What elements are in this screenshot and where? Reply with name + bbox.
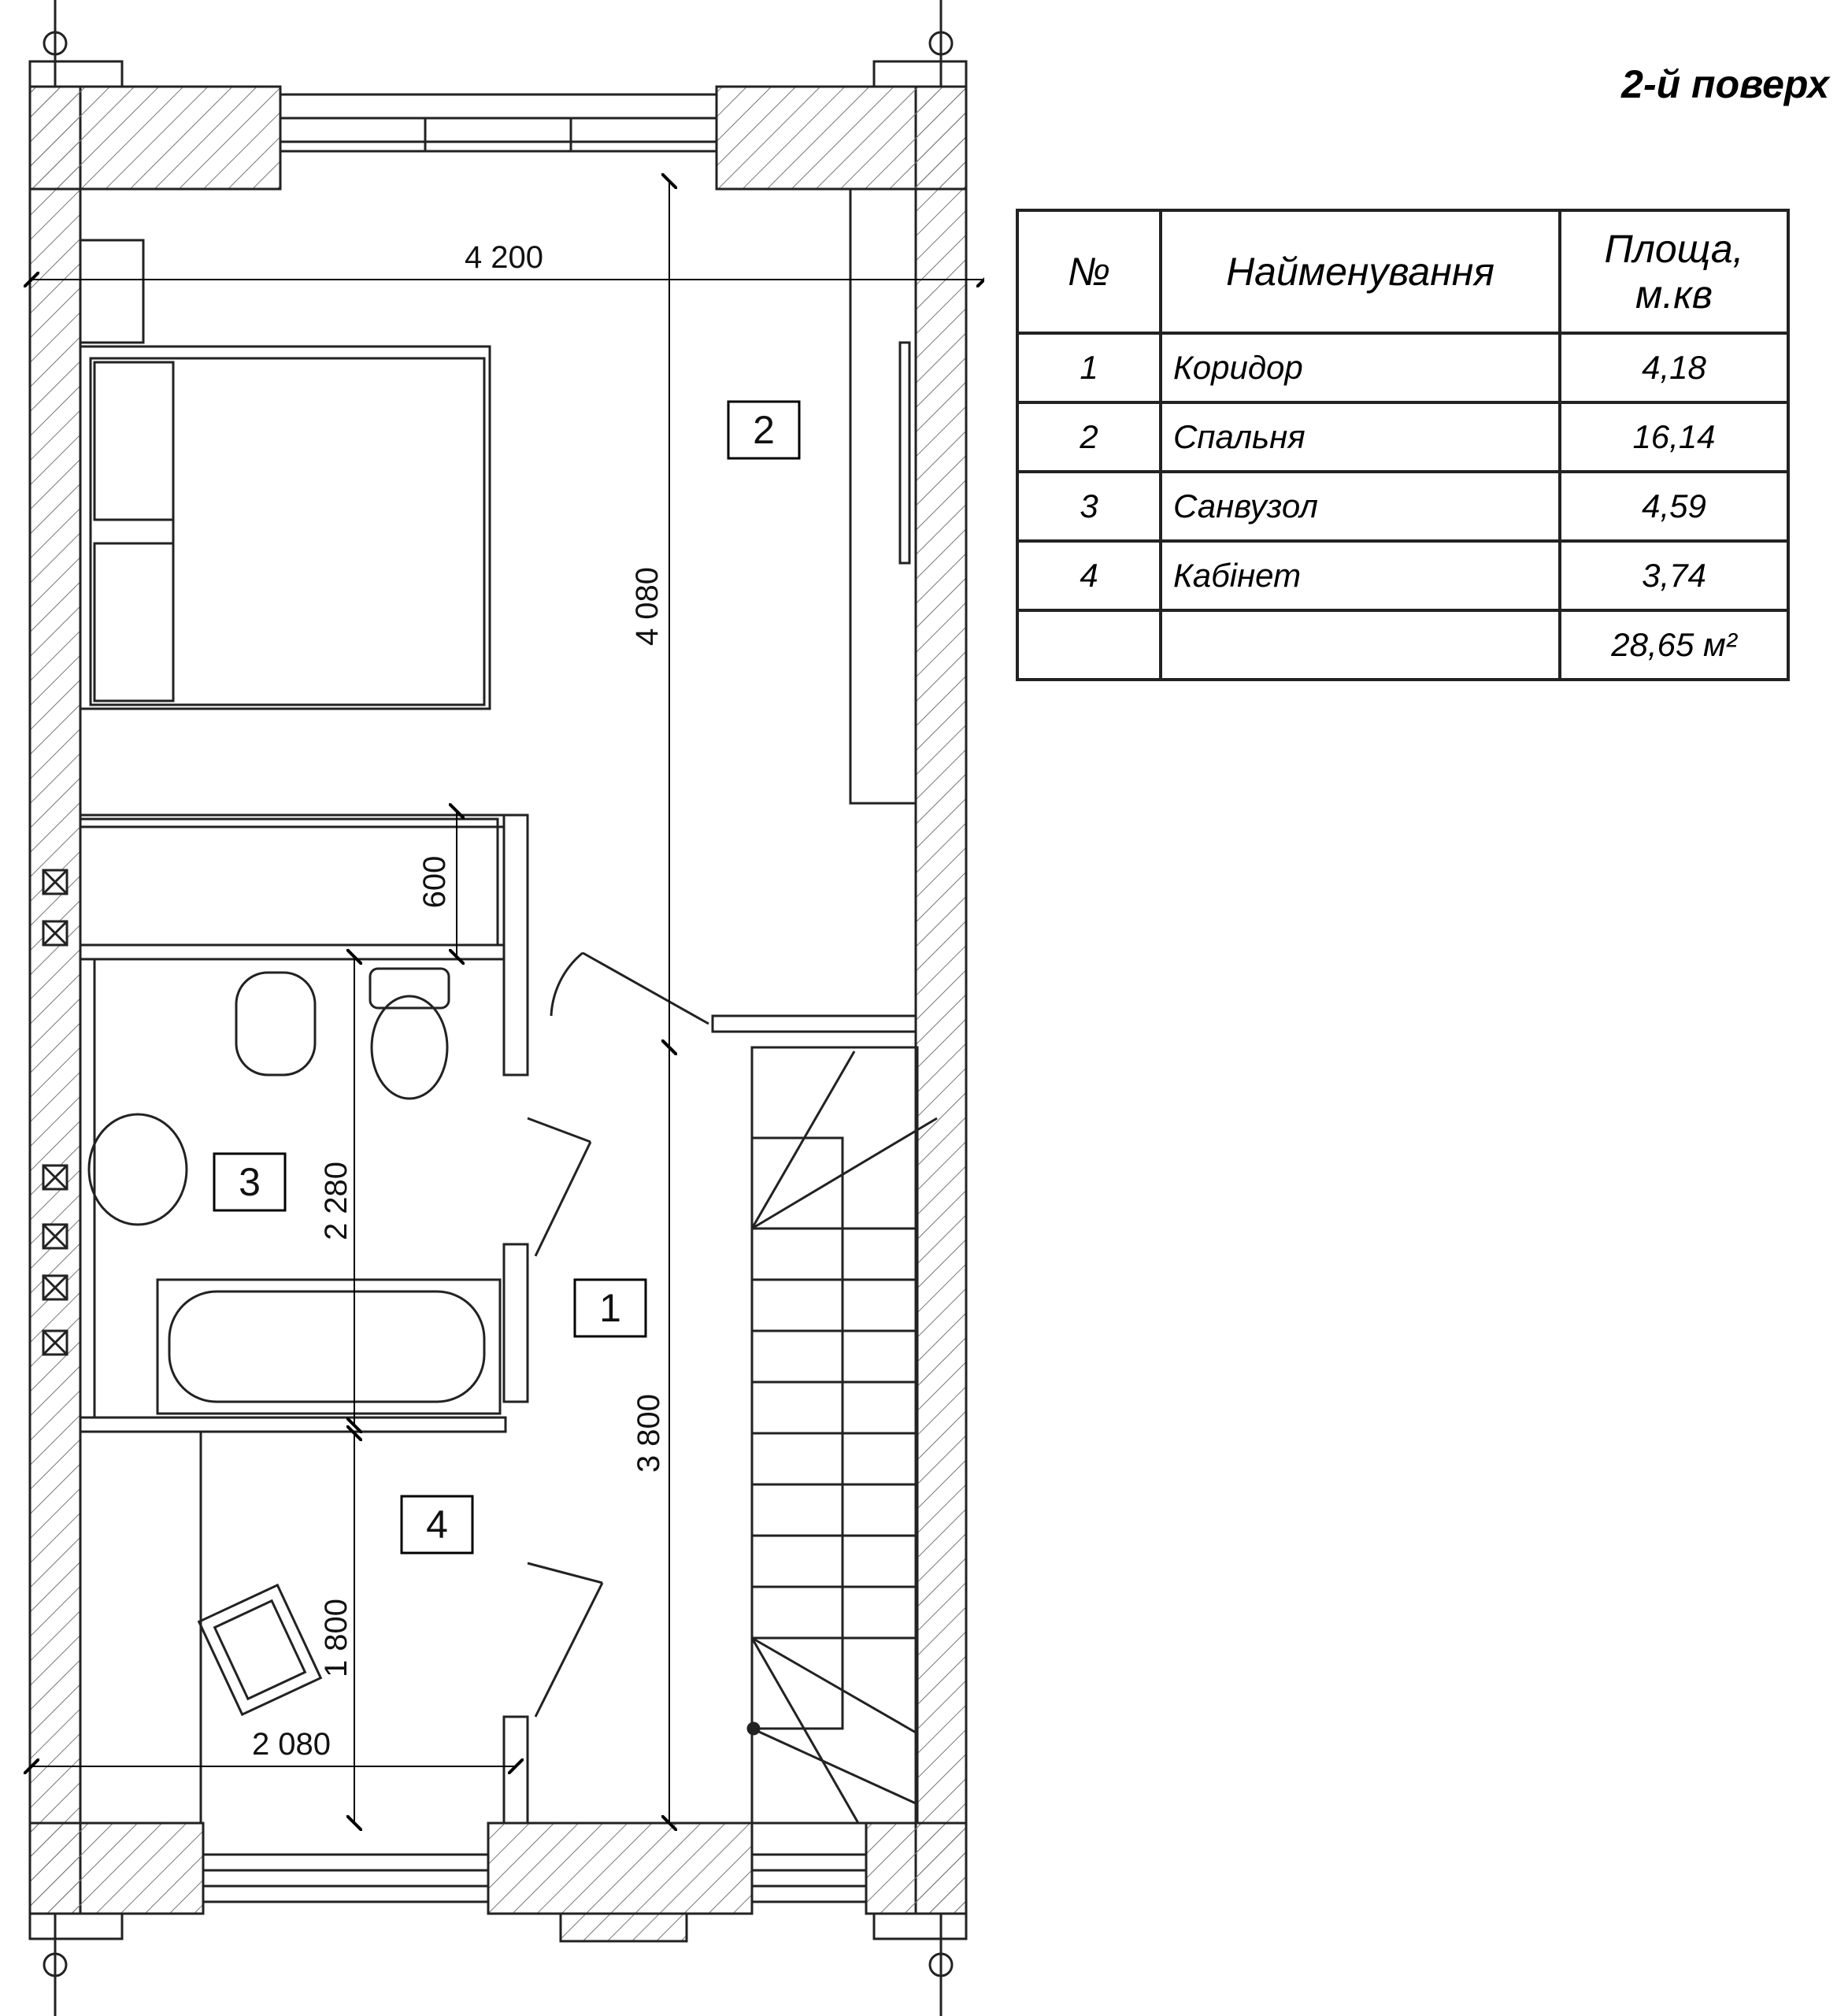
bath-right-wall bbox=[504, 815, 528, 1075]
room-label-2 bbox=[728, 402, 799, 458]
table-total-row bbox=[1017, 610, 1788, 680]
row-num: 3 bbox=[1017, 472, 1161, 541]
dim-bathroom-depth: 2 280 bbox=[319, 1161, 354, 1241]
study-top-wall bbox=[80, 1418, 506, 1432]
dim-bedroom-depth: 4 080 bbox=[630, 566, 665, 647]
right-wall bbox=[916, 87, 966, 1914]
staircase bbox=[748, 1047, 937, 1823]
floor-title: 2-й поверх bbox=[1621, 62, 1829, 106]
corridor-wall-b bbox=[504, 1717, 528, 1823]
room-label-3 bbox=[214, 1154, 285, 1210]
wall-corners bbox=[30, 61, 966, 1939]
dim-wardrobe-depth: 600 bbox=[417, 855, 452, 909]
window-bottom-left bbox=[203, 1855, 488, 1902]
row-area: 16,14 bbox=[1560, 402, 1788, 472]
header-area-line1: Площа, bbox=[1604, 227, 1744, 271]
total-area: 28,65 м² bbox=[1560, 610, 1788, 680]
header-area bbox=[1560, 210, 1788, 333]
svg-text:2: 2 bbox=[753, 408, 775, 452]
window-top bbox=[280, 94, 717, 151]
room-label-1 bbox=[575, 1280, 646, 1336]
area-table bbox=[1016, 209, 1790, 681]
dim-width-total: 4 200 bbox=[464, 240, 544, 275]
wardrobe-right bbox=[850, 189, 916, 803]
row-num: 1 bbox=[1017, 333, 1161, 402]
toilet bbox=[372, 996, 447, 1099]
svg-text:3: 3 bbox=[239, 1160, 261, 1204]
table-row bbox=[1017, 402, 1788, 472]
table-header-row bbox=[1017, 210, 1788, 333]
row-num: 2 bbox=[1017, 402, 1161, 472]
row-name: Спальня bbox=[1161, 402, 1560, 472]
total-num-empty bbox=[1017, 610, 1161, 680]
study-chair bbox=[199, 1585, 321, 1714]
bidet bbox=[236, 973, 315, 1075]
bottom-wall-left bbox=[30, 1823, 203, 1914]
stair-top-wall bbox=[713, 1016, 916, 1032]
room-label-4 bbox=[402, 1496, 472, 1553]
corridor-wall-a bbox=[504, 1244, 528, 1402]
axis-markers bbox=[44, 0, 952, 2016]
header-name: Найменування bbox=[1161, 210, 1560, 333]
bathroom-fixtures bbox=[89, 969, 500, 1414]
left-wall bbox=[30, 87, 80, 1914]
window-bottom-right bbox=[752, 1855, 866, 1902]
washbasin bbox=[89, 1114, 187, 1225]
row-name: Кабінет bbox=[1161, 541, 1560, 610]
bath-top-wall bbox=[80, 945, 506, 959]
row-area: 4,59 bbox=[1560, 472, 1788, 541]
wardrobe-partition bbox=[80, 815, 525, 827]
header-area-line2: м.кв bbox=[1635, 272, 1713, 317]
table-row bbox=[1017, 333, 1788, 402]
table-row bbox=[1017, 541, 1788, 610]
outer-walls bbox=[30, 87, 966, 1914]
wardrobe-left bbox=[80, 240, 143, 343]
row-area: 3,74 bbox=[1560, 541, 1788, 610]
bottom-wall-right bbox=[866, 1823, 966, 1914]
interior-walls bbox=[80, 815, 916, 1823]
svg-text:1: 1 bbox=[599, 1286, 621, 1330]
row-name: Коридор bbox=[1161, 333, 1560, 402]
bottom-wall-mid bbox=[488, 1823, 752, 1914]
svg-text:4: 4 bbox=[426, 1503, 448, 1547]
row-name: Санвузол bbox=[1161, 472, 1560, 541]
bed bbox=[80, 346, 490, 709]
total-name-empty bbox=[1161, 610, 1560, 680]
dim-study-width: 2 080 bbox=[251, 1727, 331, 1762]
dim-study-depth: 1 800 bbox=[319, 1598, 354, 1678]
dim-corridor-length: 3 800 bbox=[631, 1393, 666, 1473]
row-area: 4,18 bbox=[1560, 333, 1788, 402]
top-wall-right bbox=[717, 87, 966, 189]
tv-unit bbox=[900, 343, 909, 563]
header-num: № bbox=[1017, 210, 1161, 333]
balcony-slab bbox=[561, 1914, 687, 1941]
bathtub bbox=[157, 1280, 500, 1414]
row-num: 4 bbox=[1017, 541, 1161, 610]
table-row bbox=[1017, 472, 1788, 541]
top-wall-left bbox=[30, 87, 280, 189]
